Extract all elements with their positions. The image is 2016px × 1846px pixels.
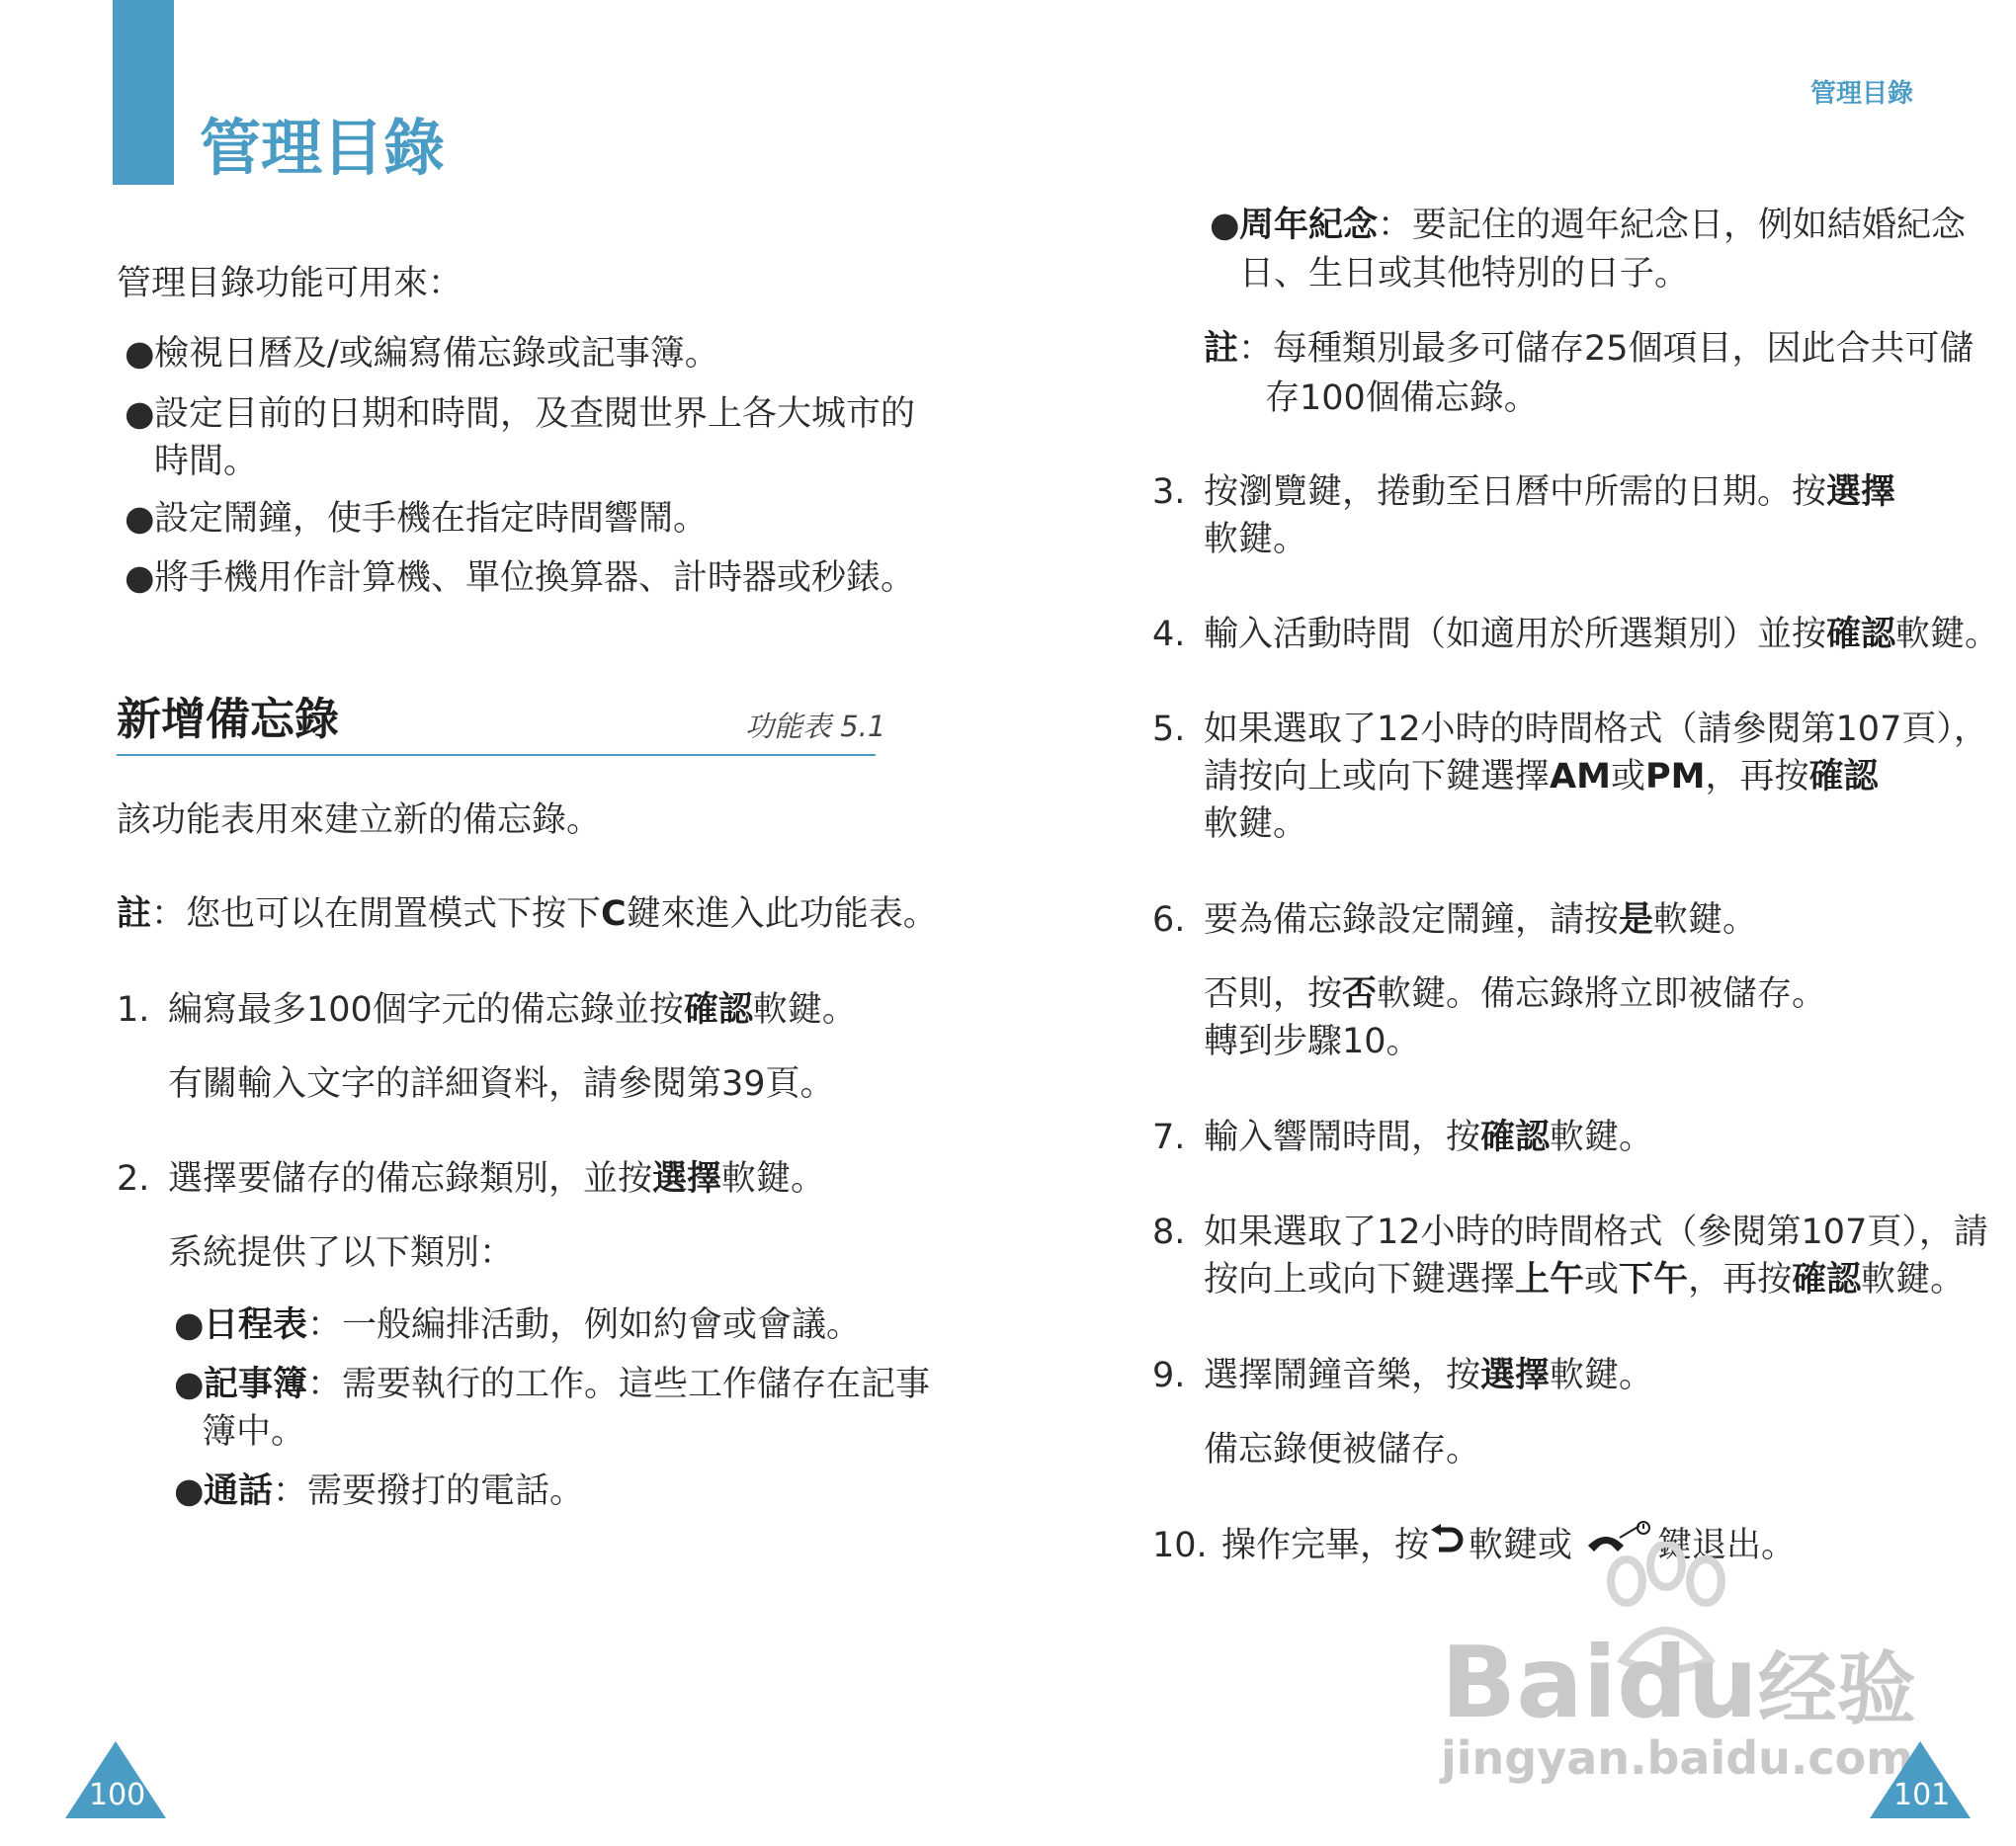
- intro-bullet-continuation: 時間。: [154, 442, 259, 481]
- note-continuation: 存100個備忘錄。: [1265, 378, 1539, 418]
- step-5-continuation: 軟鍵。: [1204, 804, 1308, 844]
- step-6-detail: 否則，按否軟鍵。備忘錄將立即被儲存。: [1204, 974, 1827, 1014]
- back-arrow-icon: [1429, 1522, 1469, 1571]
- intro-bullet: ●檢視日曆及/或編寫備忘錄或記事簿。: [125, 329, 719, 378]
- bullet-icon: ●: [174, 1365, 205, 1404]
- step-2: 2. 選擇要儲存的備忘錄類別，並按選擇軟鍵。: [117, 1159, 826, 1199]
- category-item: ●通話：需要撥打的電話。: [174, 1467, 584, 1516]
- watermark-brand: Baidu经验: [1441, 1625, 1916, 1740]
- step-3-continuation: 軟鍵。: [1204, 520, 1308, 559]
- section-title: 新增備忘錄: [117, 693, 340, 745]
- bullet-icon: ●: [125, 558, 155, 598]
- running-header: 管理目錄: [1810, 79, 1914, 109]
- step-9-detail: 備忘錄便被儲存。: [1204, 1430, 1481, 1469]
- chapter-accent-bar: [113, 0, 174, 185]
- section-divider: [117, 754, 876, 756]
- step-9: 9. 選擇鬧鐘音樂，按選擇軟鍵。: [1152, 1356, 1654, 1395]
- category-item-continuation: 簿中。: [202, 1412, 306, 1452]
- category-item: ●周年紀念：要記住的週年紀念日，例如結婚紀念: [1210, 201, 1966, 250]
- intro-bullet: ●將手機用作計算機、單位換算器、計時器或秒錶。: [125, 553, 915, 603]
- bullet-icon: ●: [174, 1305, 205, 1345]
- category-item: ●日程表：一般編排活動，例如約會或會議。: [174, 1301, 861, 1350]
- bullet-icon: ●: [125, 334, 155, 374]
- note: 註：每種類別最多可儲存25個項目，因此合共可儲: [1204, 329, 1974, 369]
- bullet-icon: ●: [1210, 206, 1240, 245]
- bullet-icon: ●: [125, 499, 155, 539]
- step-5-continuation: 請按向上或向下鍵選擇AM或PM，再按確認: [1204, 757, 1879, 797]
- step-10: 10. 操作完畢，按 軟鍵或 鍵退出。: [1152, 1520, 1796, 1573]
- note: 註：您也可以在閒置模式下按下C鍵來進入此功能表。: [117, 894, 938, 934]
- step-8: 8. 如果選取了12小時的時間格式（參閱第107頁），請: [1152, 1213, 1988, 1252]
- intro-bullet: ●設定目前的日期和時間，及查閱世界上各大城市的: [125, 389, 915, 439]
- step-2-detail: 系統提供了以下類別：: [168, 1233, 515, 1273]
- step-6-detail: 轉到步驟10。: [1204, 1022, 1421, 1061]
- section-description: 該功能表用來建立新的備忘錄。: [117, 800, 602, 840]
- section-menu-ref: 功能表 5.1: [745, 710, 886, 743]
- bullet-icon: ●: [125, 394, 155, 434]
- page-number-right: 101: [1893, 1778, 1951, 1812]
- page-number-left: 100: [89, 1778, 146, 1812]
- step-8-continuation: 按向上或向下鍵選擇上午或下午，再按確認軟鍵。: [1204, 1260, 1966, 1300]
- step-5: 5. 如果選取了12小時的時間格式（請參閱第107頁），: [1152, 710, 1988, 749]
- intro-bullet: ●設定鬧鐘，使手機在指定時間響鬧。: [125, 494, 708, 544]
- watermark-url: jingyan.baidu.com: [1441, 1731, 1914, 1785]
- step-3: 3. 按瀏覽鍵，捲動至日曆中所需的日期。按選擇: [1152, 472, 1896, 512]
- step-4: 4. 輸入活動時間（如適用於所選類別）並按確認軟鍵。: [1152, 615, 2000, 654]
- chapter-title: 管理目錄: [200, 112, 446, 184]
- intro-text: 管理目錄功能可用來：: [117, 264, 463, 303]
- category-item-continuation: 日、生日或其他特別的日子。: [1239, 254, 1690, 294]
- category-item: ●記事簿：需要執行的工作。這些工作儲存在記事: [174, 1360, 930, 1409]
- step-1-detail: 有關輸入文字的詳細資料，請參閱第39頁。: [168, 1064, 835, 1104]
- step-7: 7. 輸入響鬧時間，按確認軟鍵。: [1152, 1118, 1654, 1157]
- step-1: 1. 編寫最多100個字元的備忘錄並按確認軟鍵。: [117, 990, 857, 1030]
- bullet-icon: ●: [174, 1471, 205, 1511]
- step-6: 6. 要為備忘錄設定鬧鐘，請按是軟鍵。: [1152, 900, 1758, 940]
